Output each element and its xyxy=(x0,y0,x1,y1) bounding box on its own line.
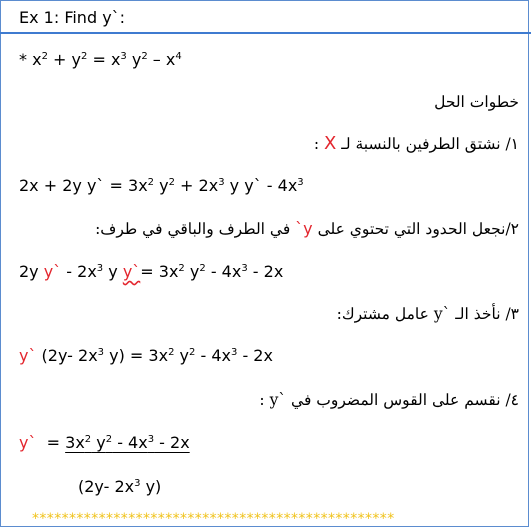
exponent: 3 xyxy=(297,177,304,188)
equation-4-denominator xyxy=(78,477,161,497)
eq-part: y xyxy=(184,262,200,281)
exponent: 3 xyxy=(230,347,238,358)
exponent: 2 xyxy=(80,51,88,62)
equation-2 xyxy=(19,262,283,282)
eq-part: x xyxy=(32,50,42,69)
eq-part: - 4x xyxy=(195,346,231,365)
step-3-text: ٣/ نأخذ الـ `y عامل مشترك: xyxy=(336,305,519,323)
exponent: 2 xyxy=(147,177,155,188)
step-4-text: ٤/ نقسم على القوس المضروب في `y : xyxy=(259,391,519,409)
eq-part: = x xyxy=(87,50,121,69)
step-2-variable: y` xyxy=(295,219,313,238)
eq-part: = xyxy=(36,433,66,452)
eq-part: y) xyxy=(140,477,162,496)
eq-part: + y xyxy=(47,50,81,69)
eq-part: - 4x xyxy=(112,433,148,452)
step-1 xyxy=(314,134,519,154)
equation-1 xyxy=(19,176,304,196)
problem-equation xyxy=(19,50,182,70)
eq-part: y xyxy=(126,50,142,69)
eq-part: y xyxy=(154,176,169,195)
equation-4-numerator xyxy=(19,433,190,453)
step-1-colon: : xyxy=(313,135,325,153)
eq-part: 2y xyxy=(19,262,44,281)
eq-part: - 4x xyxy=(205,262,242,281)
exponent: 2 xyxy=(178,263,185,274)
eq-part: y xyxy=(91,433,106,452)
step-1-variable: X xyxy=(324,133,337,154)
eq-part: - 2x xyxy=(61,262,97,281)
exponent: 3 xyxy=(218,177,225,188)
star-divider: ************************************************* xyxy=(32,511,395,527)
exponent: 2 xyxy=(168,347,175,358)
exponent: 3 xyxy=(241,263,248,274)
step-3 xyxy=(337,304,519,324)
exponent: 3 xyxy=(134,478,141,489)
eq-part: y) = 3x xyxy=(104,346,169,365)
y-prime: y` xyxy=(122,262,141,281)
y-prime: y` xyxy=(43,262,62,281)
eq-part: + 2x xyxy=(174,176,219,195)
exponent: 3 xyxy=(147,434,155,445)
step-4 xyxy=(259,390,519,410)
eq-part: y xyxy=(103,262,123,281)
eq-part: y y` - 4x xyxy=(224,176,298,195)
eq-part: - 2x xyxy=(247,262,284,281)
exponent: 2 xyxy=(141,51,148,62)
numerator xyxy=(65,433,190,452)
eq-part: (2y- 2x xyxy=(78,477,135,496)
exponent: 3 xyxy=(97,347,105,358)
step-1-text: ١/ نشتق الطرفين بالنسبة لـ xyxy=(341,135,519,153)
eq-part: 3x xyxy=(65,433,85,452)
exponent: 4 xyxy=(175,51,182,62)
eq-part: – x xyxy=(147,50,176,69)
exponent: 2 xyxy=(168,177,175,188)
eq-part: - 2x xyxy=(237,346,273,365)
step-2 xyxy=(95,219,519,239)
step-2-text-a: ٢/نجعل الحدود التي تحتوي على xyxy=(317,220,519,238)
y-prime: y` xyxy=(19,433,37,452)
exponent: 3 xyxy=(120,51,127,62)
exponent: 2 xyxy=(84,434,92,445)
eq-part: (2y- 2x xyxy=(36,346,98,365)
bullet: * xyxy=(19,50,33,69)
eq-part: y xyxy=(174,346,190,365)
exponent: 2 xyxy=(105,434,113,445)
step-2-text-b: في الطرف والباقي في طرف: xyxy=(95,220,291,238)
equation-3 xyxy=(19,346,273,366)
eq-part: = 3x xyxy=(140,262,179,281)
eq-part: - 2x xyxy=(154,433,190,452)
exponent: 2 xyxy=(189,347,196,358)
y-prime: y` xyxy=(19,346,37,365)
heading-text: Ex 1: Find y`: xyxy=(19,8,126,27)
exercise-heading xyxy=(19,8,125,28)
solution-title xyxy=(434,92,519,112)
exponent: 2 xyxy=(199,263,206,274)
exponent: 2 xyxy=(41,51,48,62)
solution-title-text: خطوات الحل xyxy=(434,93,519,111)
eq-part: 2x + 2y y` = 3x xyxy=(19,176,148,195)
exponent: 3 xyxy=(96,263,104,274)
